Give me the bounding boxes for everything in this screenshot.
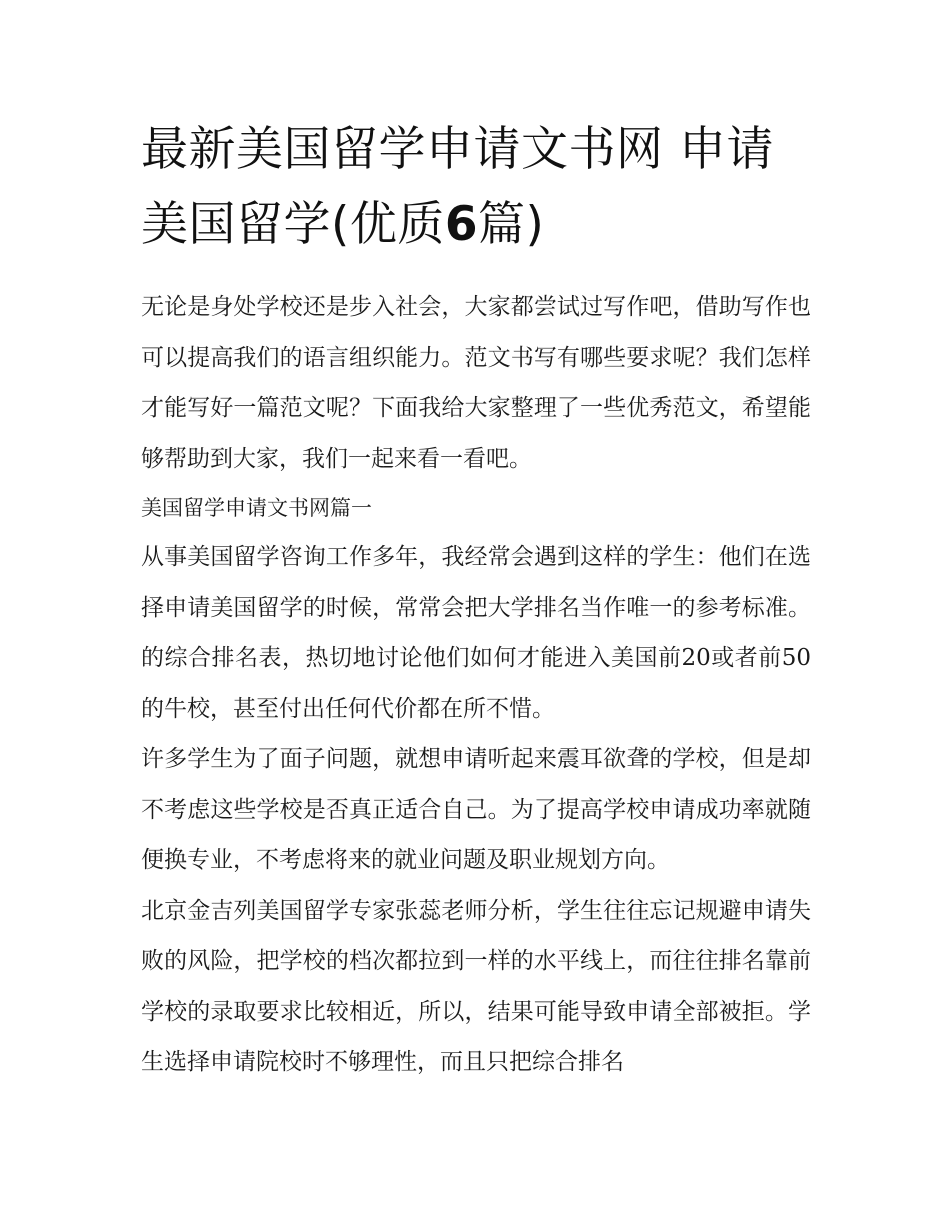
section-heading: 美国留学申请文书网篇一 [141, 496, 372, 520]
document-title [141, 112, 811, 262]
title-text-part2: 篇) [478, 197, 545, 252]
intro-paragraph: 无论是身处学校还是步入社会，大家都尝试过写作吧，借助写作也可以提高我们的语言组织能力。范文书写有哪些要求呢？我们怎样才能写好一篇范文呢？下面我给大家整理了一些优秀范文，希望能够帮助到大家，我们一起来看一看吧。 [141, 294, 811, 472]
body-paragraph-2: 许多学生为了面子问题，就想申请听起来震耳欲聋的学校，但是却不考虑这些学校是否真正适合自己。为了提高学校申请成功率就随便换专业，不考虑将来的就业问题及职业规划方向。 [141, 746, 811, 873]
title-number: 6 [444, 197, 479, 252]
body-paragraph-1: 从事美国留学咨询工作多年，我经常会遇到这样的学生：他们在选择申请美国留学的时候，常常会把大学排名当作唯一的参考标准。的综合排名表，热切地讨论他们如何才能进入美国前20或者前50的牛校，甚至付出任何代价都在所不惜。 [141, 544, 811, 722]
body-paragraph-3: 北京金吉列美国留学专家张蕊老师分析，学生往往忘记规避申请失败的风险，把学校的档次都拉到一样的水平线上，而往往排名靠前学校的录取要求比较相近，所以，结果可能导致申请全部被拒。学生选择申请院校时不够理性，而且只把综合排名 [141, 897, 811, 1075]
title-text-part1: 最新美国留学申请文书网 申请美国留学(优质 [141, 122, 774, 252]
document-body [141, 112, 811, 1088]
